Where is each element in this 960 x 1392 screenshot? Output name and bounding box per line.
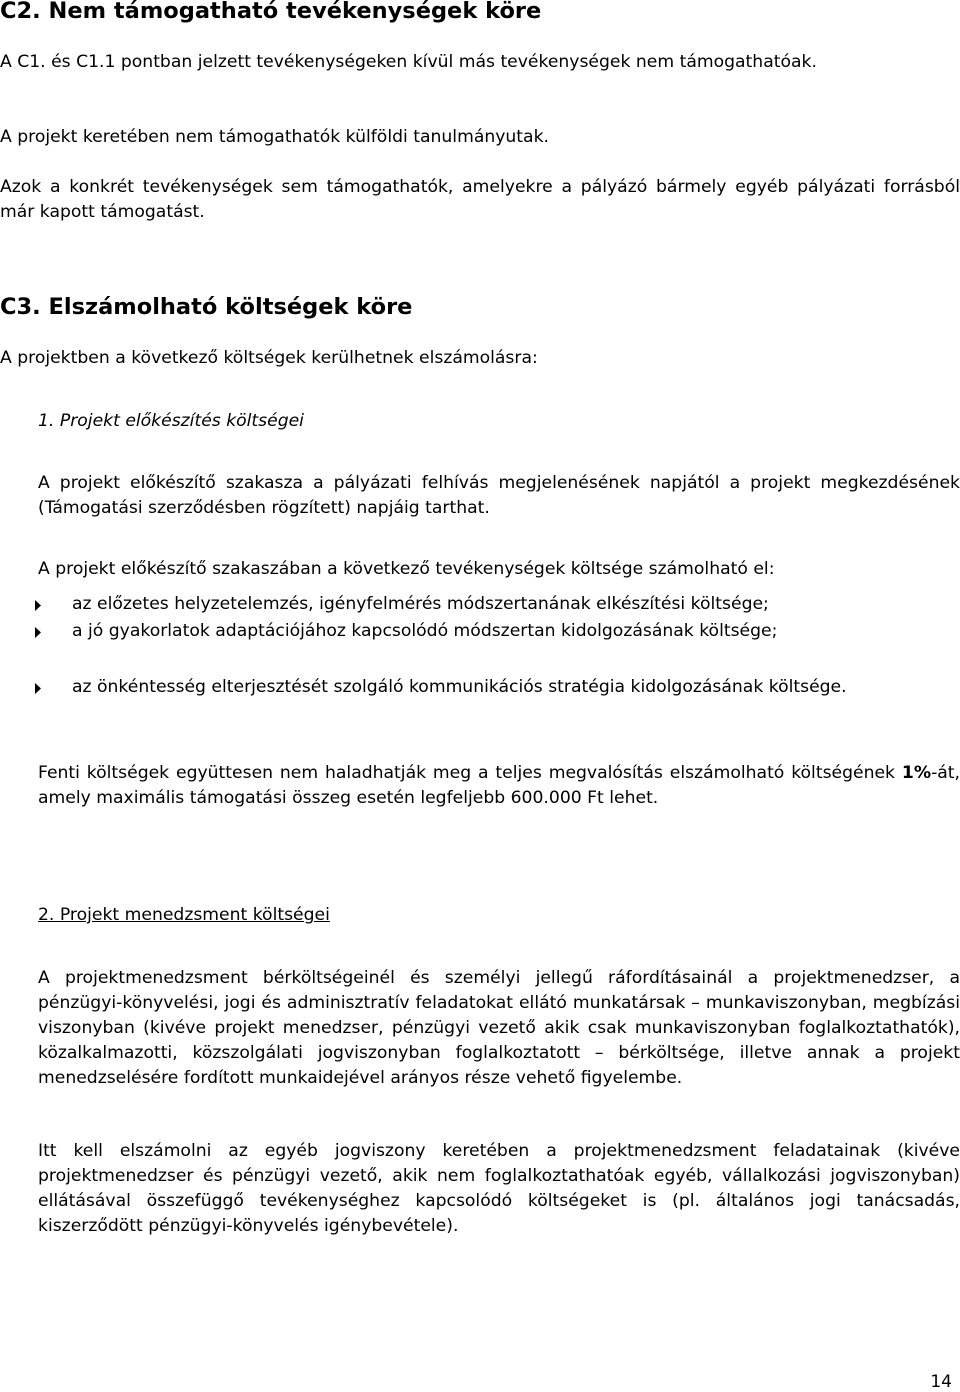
item1-paragraph-3 bbox=[38, 761, 960, 811]
bullet-arrow-icon bbox=[35, 683, 41, 694]
item1-title: 1. Projekt előkészítés költségei bbox=[38, 411, 304, 431]
list-item bbox=[0, 619, 960, 669]
page-number: 14 bbox=[930, 1372, 952, 1392]
bullet-text: az előzetes helyzetelemzés, igényfelmérés módszertanának elkészítési költsége; bbox=[72, 594, 769, 614]
section-heading-c2: C2. Nem támogatható tevékenységek köre bbox=[0, 0, 542, 24]
c3-intro: A projektben a következő költségek kerülhetnek elszámolásra: bbox=[0, 348, 538, 368]
item2-paragraph-2: Itt kell elszámolni az egyéb jogviszony keretében a projektmenedzsment feladatainak (kivéve projektmenedzser és pénzügyi vezető, akik nem foglalkoztathatóak egyéb, vállalkozási jogviszonyban) ellátásával összefüggő tevékenységhez kapcsolódó költségeket is (pl. általános jogi tanácsadás, kiszerződött pénzügyi-könyvelés igénybevétele). bbox=[38, 1141, 960, 1236]
list-item bbox=[0, 592, 960, 617]
item2-title: 2. Projekt menedzsment költségei bbox=[38, 905, 330, 925]
list-item bbox=[0, 675, 960, 725]
section-heading-c3: C3. Elszámolható költségek köre bbox=[0, 294, 413, 320]
bullet-arrow-icon bbox=[35, 600, 41, 611]
c2-paragraph-2: A projekt keretében nem támogathatók külföldi tanulmányutak. bbox=[0, 127, 549, 147]
item1-paragraph-2: A projekt előkészítő szakaszában a következő tevékenységek költsége számolható el: bbox=[38, 559, 775, 579]
bullet-text: a jó gyakorlatok adaptációjához kapcsolódó módszertan kidolgozásának költsége; bbox=[72, 621, 778, 641]
item1-paragraph-1: A projekt előkészítő szakasza a pályázati felhívás megjelenésének napjától a projekt megkezdésének (Támogatási szerződésben rögzített) napjáig tarthat. bbox=[38, 473, 960, 518]
item1-para3-text-b: -át, amely maximális támogatási összeg esetén legfeljebb 600.000 Ft lehet. bbox=[38, 763, 960, 808]
c2-paragraph-3: Azok a konkrét tevékenységek sem támogathatók, amelyekre a pályázó bármely egyéb pályázati forrásból már kapott támogatást. bbox=[0, 177, 960, 222]
bullet-arrow-icon bbox=[35, 627, 41, 638]
item2-paragraph-1: A projektmenedzsment bérköltségeinél és személyi jellegű ráfordításainál a projektmenedzser, a pénzügyi-könyvelési, jogi és adminisztratív feladatokat ellátó munkatársak – munkaviszonyban, megbízási viszonyban (kivéve projekt menedzser, pénzügyi vezető akik csak munkaviszonyban foglalkoztathatók), közalkalmazotti, közszolgálati jogviszonyban foglalkoztatott – bérköltsége, illetve annak a projekt menedzselésére fordított munkaidejével arányos része vehető figyelembe. bbox=[38, 968, 960, 1088]
item1-para3-text-a: Fenti költségek együttesen nem haladhatják meg a teljes megvalósítás elszámolható költségének bbox=[38, 763, 902, 783]
c2-paragraph-1: A C1. és C1.1 pontban jelzett tevékenységeken kívül más tevékenységek nem támogathatóak. bbox=[0, 52, 817, 72]
item1-para3-bold-percent: 1% bbox=[901, 763, 932, 783]
bullet-text: az önkéntesség elterjesztését szolgáló kommunikációs stratégia kidolgozásának költsége. bbox=[72, 677, 847, 697]
